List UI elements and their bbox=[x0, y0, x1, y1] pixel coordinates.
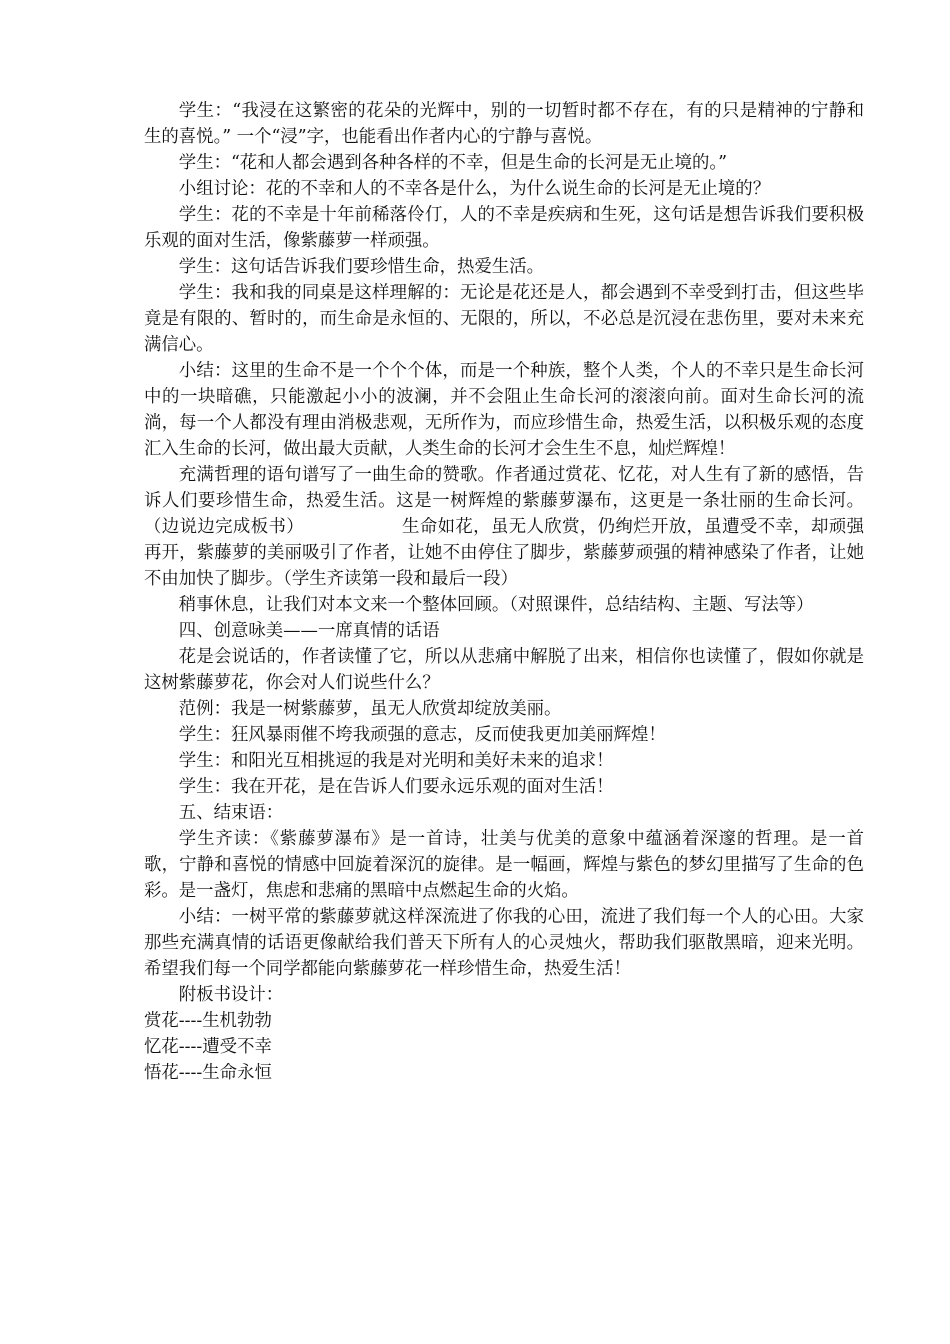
paragraph: 小组讨论：花的不幸和人的不幸各是什么，为什么说生命的长河是无止境的？ bbox=[178, 179, 771, 199]
paragraph: 学生：我在开花，是在告诉人们要永远乐观的面对生活！ bbox=[178, 777, 614, 797]
board-line: 赏花----生机勃勃 bbox=[144, 1011, 272, 1031]
paragraph: 学生：和阳光互相挑逗的我是对光明和美好未来的追求！ bbox=[178, 751, 614, 771]
section-heading: 四、创意咏美——一席真情的话语 bbox=[178, 621, 440, 641]
paragraph: 花是会说话的，作者读懂了它，所以从悲痛中解脱了出来，相信你也读懂了，假如你就是这树紫藤萝花，你会对人们说些什么？ bbox=[144, 647, 864, 693]
section-heading: 五、结束语： bbox=[178, 803, 284, 823]
board-line: 忆花----遭受不幸 bbox=[144, 1037, 272, 1057]
paragraph: 小结：这里的生命不是一个个个体，而是一个种族，整个人类，个人的不幸只是生命长河中的一块暗礁，只能激起小小的波澜，并不会阻止生命长河的滚滚向前。面对生命长河的流淌，每一个人都没有理由消极悲观，无所作为，而应珍惜生命，热爱生活，以积极乐观的态度汇入生命的长河，做出最大贡献，人类生命的长河才会生生不息，灿烂辉煌！ bbox=[144, 361, 864, 459]
paragraph: 学生：我和我的同桌是这样理解的：无论是花还是人，都会遇到不幸受到打击，但这些毕竟是有限的、暂时的，而生命是永恒的、无限的，所以，不必总是沉浸在悲伤里，要对未来充满信心。 bbox=[144, 283, 864, 355]
paragraph: 学生：“花和人都会遇到各种各样的不幸，但是生命的长河是无止境的。” bbox=[178, 153, 727, 173]
paragraph: 充满哲理的语句谱写了一曲生命的赞歌。作者通过赏花、忆花，对人生有了新的感悟，告诉人们要珍惜生命，热爱生活。这是一树辉煌的紫藤萝瀑布，这更是一条壮丽的生命长河。（边说边完成板书） 生命如花，虽无人欣赏，仍绚烂开放，虽遭受不幸，却顽强再开，紫藤萝的美丽吸引了作者，让她不由停住了脚步，紫藤萝顽强的精神感染了作者，让她不由加快了脚步。（学生齐读第一段和最后一段） bbox=[144, 465, 864, 589]
paragraph: 学生：花的不幸是十年前稀落伶仃，人的不幸是疾病和生死，这句话是想告诉我们要积极乐观的面对生活，像紫藤萝一样顽强。 bbox=[144, 205, 864, 251]
paragraph: 范例：我是一树紫藤萝，虽无人欣赏却绽放美丽。 bbox=[178, 699, 562, 719]
paragraph: 稍事休息，让我们对本文来一个整体回顾。（对照课件，总结结构、主题、写法等） bbox=[178, 595, 814, 615]
document-body bbox=[144, 98, 864, 1086]
board-line: 悟花----生命永恒 bbox=[144, 1063, 272, 1083]
board-design-heading: 附板书设计： bbox=[178, 985, 284, 1005]
paragraph: 学生：狂风暴雨催不垮我顽强的意志，反而使我更加美丽辉煌！ bbox=[178, 725, 666, 745]
paragraph: 学生齐读：《紫藤萝瀑布》是一首诗，壮美与优美的意象中蕴涵着深邃的哲理。是一首歌，宁静和喜悦的情感中回旋着深沉的旋律。是一幅画，辉煌与紫色的梦幻里描写了生命的色彩。是一盏灯，焦虑和悲痛的黑暗中点燃起生命的火焰。 bbox=[144, 829, 864, 901]
paragraph: 学生：“我浸在这繁密的花朵的光辉中，别的一切暂时都不存在，有的只是精神的宁静和生的喜悦。” 一个“浸”字，也能看出作者内心的宁静与喜悦。 bbox=[144, 101, 864, 147]
paragraph: 小结：一树平常的紫藤萝就这样深流进了你我的心田，流进了我们每一个人的心田。大家那些充满真情的话语更像献给我们普天下所有人的心灵烛火，帮助我们驱散黑暗，迎来光明。希望我们每一个同学都能向紫藤萝花一样珍惜生命，热爱生活！ bbox=[144, 907, 864, 979]
paragraph: 学生：这句话告诉我们要珍惜生命，热爱生活。 bbox=[178, 257, 545, 277]
